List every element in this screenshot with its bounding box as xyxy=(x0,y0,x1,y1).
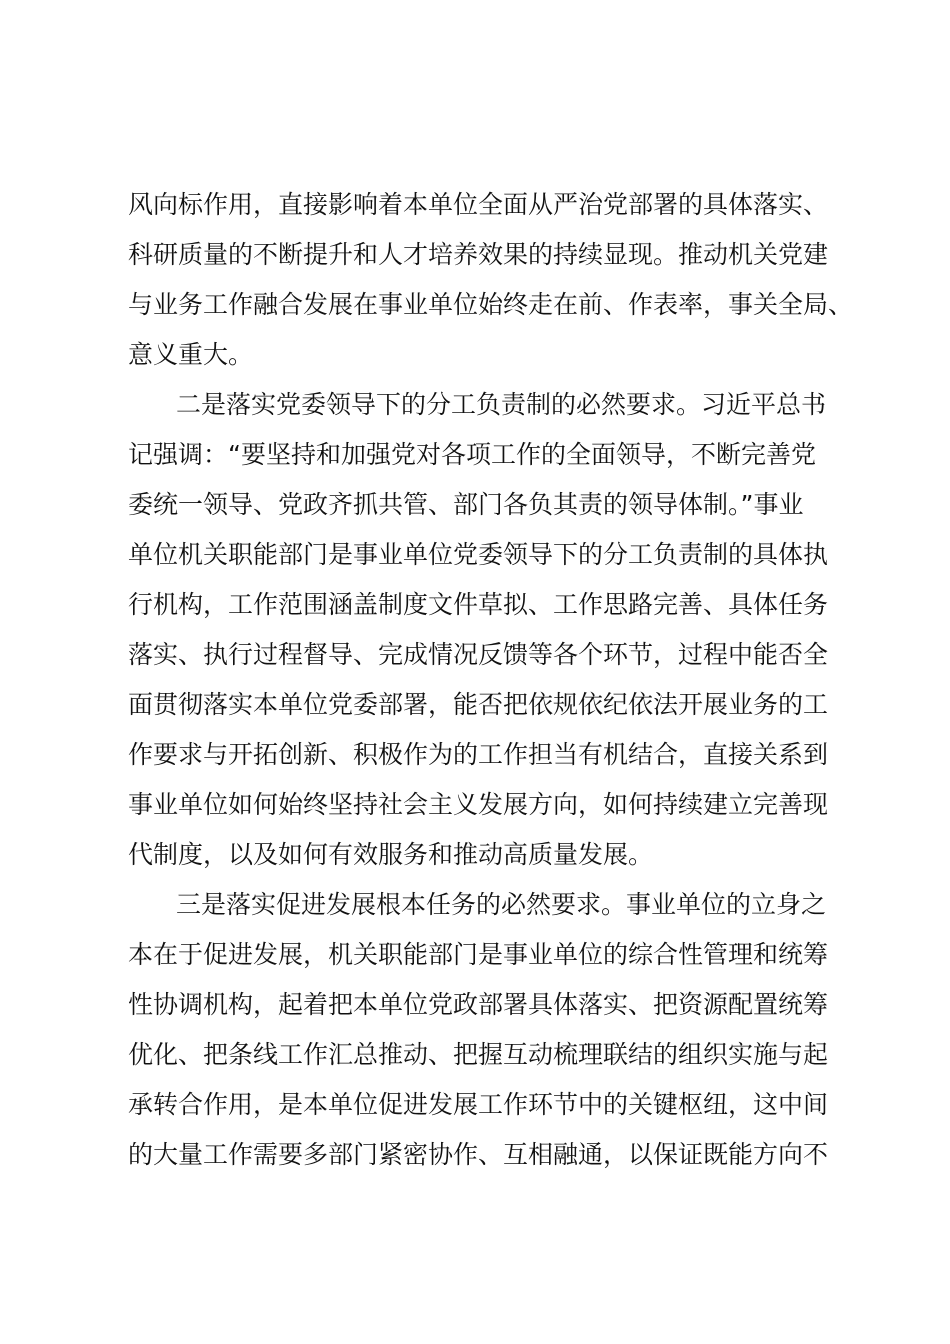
paragraph-point-three-line-3: 性协调机构，起着把本单位党政部署具体落实、把资源配置统筹 xyxy=(128,990,829,1019)
paragraph-continuation-line-1: 风向标作用，直接影响着本单位全面从严治党部署的具体落实、 xyxy=(128,190,829,219)
paragraph-point-two-line-5: 行机构，工作范围涵盖制度文件草拟、工作思路完善、具体任务 xyxy=(128,590,829,619)
paragraph-point-three-line-5: 承转合作用，是本单位促进发展工作环节中的关键枢纽，这中间 xyxy=(128,1090,829,1119)
paragraph-point-two-line-3: 委统一领导、党政齐抓共管、部门各负其责的领导体制。”事业 xyxy=(128,490,804,519)
paragraph-continuation-line-3: 与业务工作融合发展在事业单位始终走在前、作表率，事关全局、 xyxy=(128,290,854,319)
paragraph-point-two-line-6: 落实、执行过程督导、完成情况反馈等各个环节，过程中能否全 xyxy=(128,640,829,669)
paragraph-point-two-line-2: 记强调：“要坚持和加强党对各项工作的全面领导，不断完善党 xyxy=(128,440,816,469)
paragraph-point-three-line-1: 三是落实促进发展根本任务的必然要求。事业单位的立身之 xyxy=(176,890,827,919)
paragraph-point-two-line-9: 事业单位如何始终坚持社会主义发展方向，如何持续建立完善现 xyxy=(128,790,829,819)
paragraph-point-two-line-10: 代制度，以及如何有效服务和推动高质量发展。 xyxy=(128,840,654,869)
paragraph-continuation-line-2: 科研质量的不断提升和人才培养效果的持续显现。推动机关党建 xyxy=(128,240,829,269)
paragraph-point-three-line-4: 优化、把条线工作汇总推动、把握互动梳理联结的组织实施与起 xyxy=(128,1040,829,1069)
paragraph-point-two-line-1: 二是落实党委领导下的分工负责制的必然要求。习近平总书 xyxy=(176,390,827,419)
paragraph-continuation-line-4: 意义重大。 xyxy=(128,340,254,369)
paragraph-point-two-line-4: 单位机关职能部门是事业单位党委领导下的分工负责制的具体执 xyxy=(128,540,829,569)
paragraph-point-three-line-2: 本在于促进发展，机关职能部门是事业单位的综合性管理和统筹 xyxy=(128,940,829,969)
paragraph-point-two-line-7: 面贯彻落实本单位党委部署，能否把依规依纪依法开展业务的工 xyxy=(128,690,829,719)
paragraph-point-two-line-8: 作要求与开拓创新、积极作为的工作担当有机结合，直接关系到 xyxy=(128,740,829,769)
paragraph-point-three-line-6: 的大量工作需要多部门紧密协作、互相融通，以保证既能方向不 xyxy=(128,1140,829,1169)
